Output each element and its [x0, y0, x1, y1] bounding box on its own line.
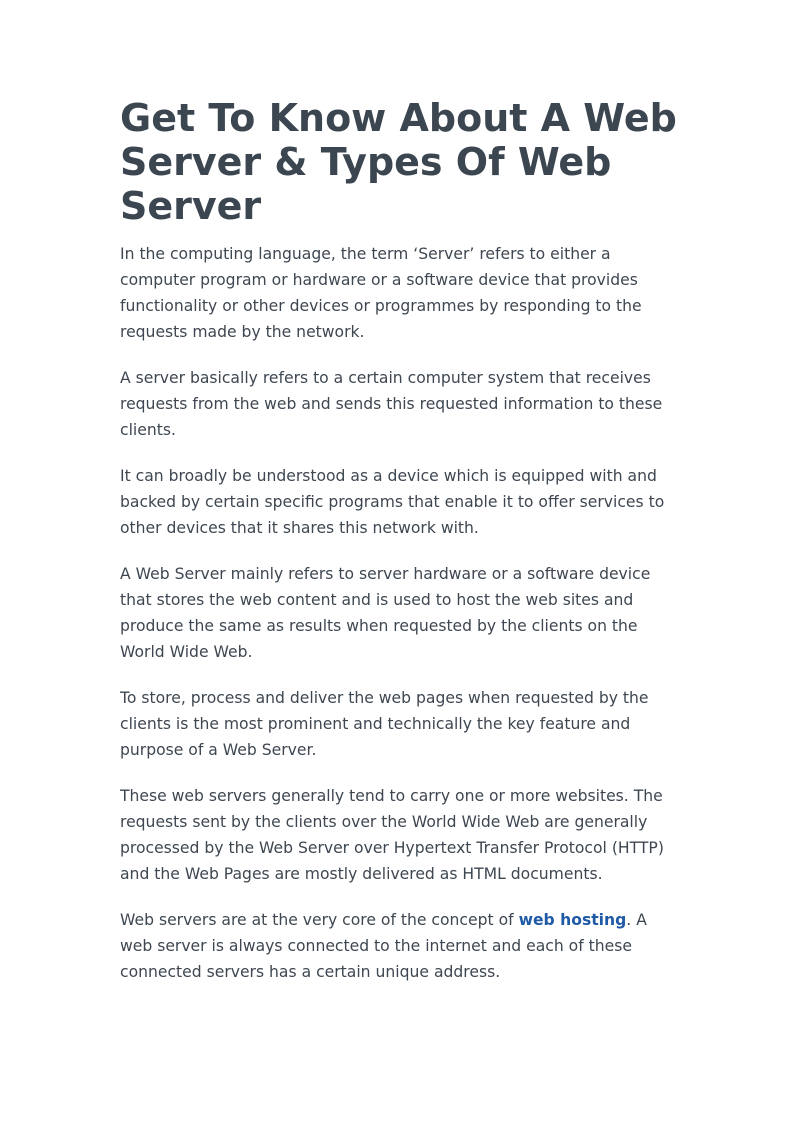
paragraph-web-server-purpose: To store, process and deliver the web pages when requested by the clients is the most prominent and technically the key feature and purpose of a Web Server. — [120, 689, 649, 759]
paragraph-server-device: It can broadly be understood as a device which is equipped with and backed by certain specific programs that enable it to offer services to other devices that it shares this network with. — [120, 467, 665, 537]
paragraph-server-basics: A server basically refers to a certain computer system that receives requests from the web and sends this requested information to these clients. — [120, 369, 663, 439]
web-hosting-text-after: . A web server is always connected to the internet and each of these connected servers has a certain unique address. — [120, 911, 647, 981]
web-hosting-text-before: Web servers are at the very core of the concept of — [120, 911, 519, 929]
page-title: Get To Know About A Web Server & Types Of Web Server — [120, 96, 677, 228]
paragraph-web-hosting — [120, 907, 680, 985]
paragraph-http-delivery: These web servers generally tend to carry one or more websites. The requests sent by the clients over the World Wide Web are generally processed by the Web Server over Hypertext Transfer Protocol (HTTP) and the Web Pages are mostly delivered as HTML documents. — [120, 787, 664, 883]
paragraph-web-server-definition: A Web Server mainly refers to server hardware or a software device that stores the web content and is used to host the web sites and produce the same as results when requested by the clients on the World Wide Web. — [120, 565, 651, 661]
article — [120, 96, 680, 1005]
paragraph-server-definition: In the computing language, the term ‘Server’ refers to either a computer program or hardware or a software device that provides functionality or other devices or programmes by responding to the requests made by the network. — [120, 245, 642, 341]
web-hosting-link[interactable]: web hosting — [518, 911, 627, 929]
